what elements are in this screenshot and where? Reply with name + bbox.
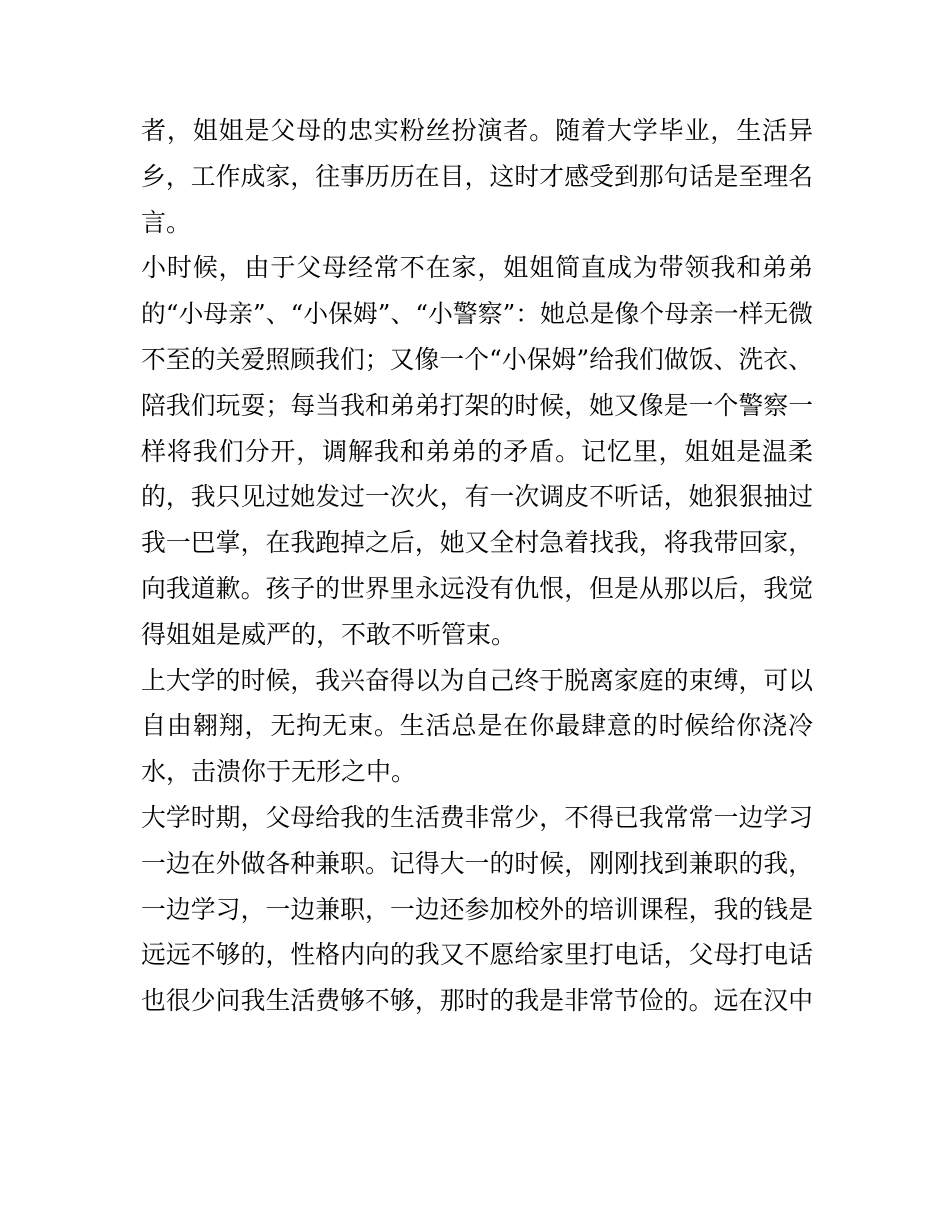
text-line: 一边在外做各种兼职。记得大一的时候，刚刚找到兼职的我， <box>141 848 813 878</box>
text-line: 我一巴掌，在我跑掉之后，她又全村急着找我，将我带回家， <box>141 528 813 558</box>
text-line: 一边学习，一边兼职，一边还参加校外的培训课程，我的钱是 <box>141 894 813 924</box>
text-line: 样将我们分开，调解我和弟弟的矛盾。记忆里，姐姐是温柔 <box>141 436 813 466</box>
text-line: 远远不够的，性格内向的我又不愿给家里打电话，父母打电话 <box>141 940 813 970</box>
text-line: 言。 <box>141 207 192 237</box>
text-line: 陪我们玩耍；每当我和弟弟打架的时候，她又像是一个警察一 <box>141 390 813 420</box>
text-line: 的“小母亲”、“小保姆”、“小警察”：她总是像个母亲一样无微 <box>141 299 813 329</box>
text-line: 向我道歉。孩子的世界里永远没有仇恨，但是从那以后，我觉 <box>141 573 813 603</box>
text-line: 也很少问我生活费够不够，那时的我是非常节俭的。远在汉中 <box>141 986 813 1016</box>
text-line: 乡，工作成家，往事历历在目，这时才感受到那句话是至理名 <box>141 161 813 191</box>
text-line: 水，击溃你于无形之中。 <box>141 757 417 787</box>
text-line: 的，我只见过她发过一次火，有一次调皮不听话，她狠狠抽过 <box>141 482 813 512</box>
text-line: 不至的关爱照顾我们；又像一个“小保姆”给我们做饭、洗衣、 <box>141 344 813 374</box>
text-line: 上大学的时候，我兴奋得以为自己终于脱离家庭的束缚，可以 <box>141 665 813 695</box>
text-line: 者，姐姐是父母的忠实粉丝扮演者。随着大学毕业，生活异 <box>141 116 813 145</box>
text-line: 得姐姐是威严的，不敢不听管束。 <box>141 619 517 649</box>
body-text <box>141 108 813 1024</box>
text-line: 自由翱翔，无拘无束。生活总是在你最肆意的时候给你浇冷 <box>141 711 813 741</box>
text-line: 小时候，由于父母经常不在家，姐姐简直成为带领我和弟弟 <box>141 253 813 283</box>
text-line: 大学时期，父母给我的生活费非常少，不得已我常常一边学习 <box>141 802 813 832</box>
